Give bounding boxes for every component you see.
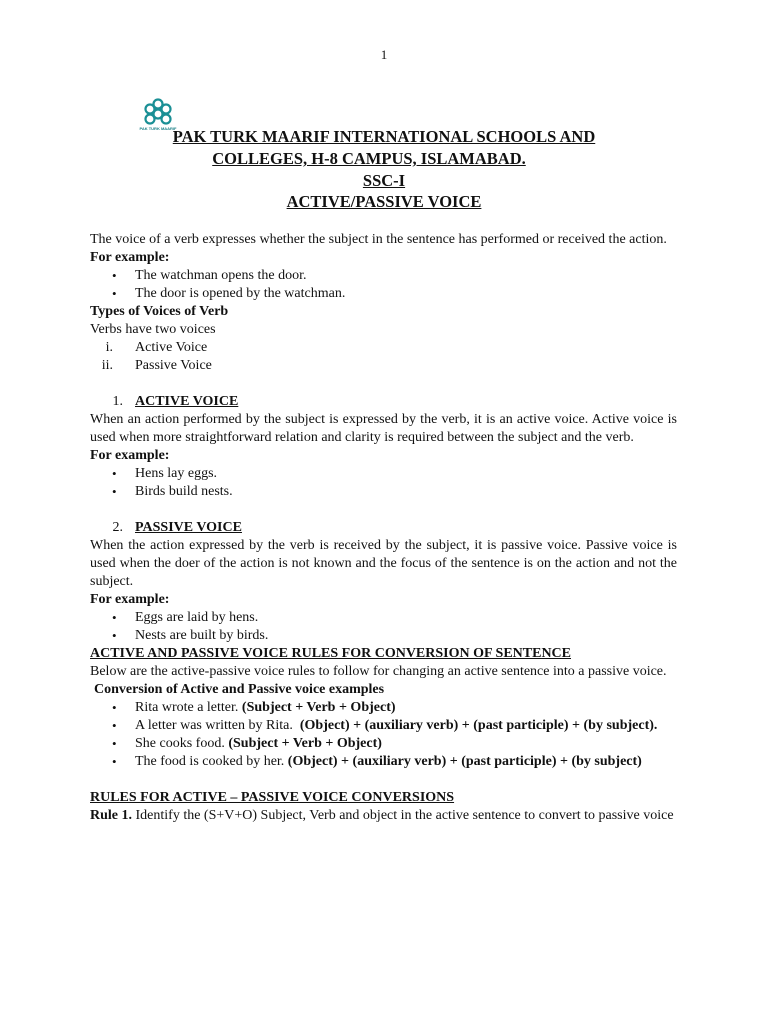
- list-label: Active Voice: [135, 340, 208, 355]
- rules-section-heading: ACTIVE AND PASSIVE VOICE RULES FOR CONVERSION OF SENTENCE: [90, 646, 571, 661]
- active-voice-heading: [90, 393, 677, 411]
- for-example-label: For example:: [90, 448, 170, 463]
- active-example-list: [90, 465, 677, 501]
- list-item: • Eggs are laid by hens.: [90, 609, 677, 627]
- list-item: • The watchman opens the door.: [90, 267, 677, 285]
- list-item: • The door is opened by the watchman.: [90, 285, 677, 303]
- school-name-line1: PAK TURK MAARIF INTERNATIONAL SCHOOLS AND: [172, 127, 596, 146]
- rule-text: Identify the (S+V+O) Subject, Verb and object in the active sentence to convert to passive voice: [135, 808, 674, 823]
- list-item: • Nests are built by birds.: [90, 627, 677, 645]
- list-item: [90, 753, 677, 771]
- passive-voice-heading: [90, 519, 677, 537]
- example-pattern: (Object) + (auxiliary verb) + (past participle) + (by subject).: [299, 718, 658, 733]
- passive-example-list: [90, 609, 677, 645]
- intro-example-list: [90, 267, 677, 303]
- conversion-rules-heading: RULES FOR ACTIVE – PASSIVE VOICE CONVERSIONS: [90, 790, 455, 805]
- section-number: 2.: [112, 520, 123, 535]
- rule-label: Rule 1.: [90, 808, 132, 823]
- list-marker: i.: [105, 340, 113, 355]
- active-voice-paragraph: When an action performed by the subject is expressed by the verb, it is an active voice. Active voice is used when more straightforward relation and clarity is required between the subject and the verb.: [90, 412, 677, 445]
- example-sentence: Rita wrote a letter.: [135, 700, 239, 715]
- conversion-subheading: Conversion of Active and Passive voice examples: [94, 682, 385, 697]
- section-title: PASSIVE VOICE: [135, 520, 242, 535]
- school-name-line2: COLLEGES, H-8 CAMPUS, ISLAMABAD.: [212, 149, 526, 168]
- list-item: [90, 699, 677, 717]
- types-heading: Types of Voices of Verb: [90, 304, 229, 319]
- list-item: [90, 339, 677, 357]
- section-number: 1.: [112, 394, 123, 409]
- list-item: [90, 717, 677, 735]
- list-label: Passive Voice: [135, 358, 212, 373]
- example-pattern: (Object) + (auxiliary verb) + (past participle) + (by subject): [287, 754, 642, 769]
- example-pattern: (Subject + Verb + Object): [241, 700, 396, 715]
- page-number: 1: [380, 47, 388, 62]
- rules-section-paragraph: Below are the active-passive voice rules to follow for changing an active sentence into a passive voice.: [90, 664, 667, 679]
- intro-paragraph: The voice of a verb expresses whether the subject in the sentence has performed or received the action.: [90, 232, 667, 247]
- example-sentence: She cooks food.: [135, 736, 225, 751]
- rule-1-paragraph: [90, 807, 677, 825]
- logo-text: PAK TURK MAARIF: [139, 126, 177, 131]
- for-example-label: For example:: [90, 250, 170, 265]
- class-title: SSC-I: [362, 171, 406, 190]
- list-item: • Hens lay eggs.: [90, 465, 677, 483]
- list-marker: ii.: [101, 358, 113, 373]
- example-pattern: (Subject + Verb + Object): [228, 736, 382, 751]
- list-item: [90, 735, 677, 753]
- page-title: ACTIVE/PASSIVE VOICE: [286, 192, 482, 211]
- conversion-example-list: [90, 699, 677, 771]
- section-title: ACTIVE VOICE: [135, 394, 239, 409]
- list-item: • Birds build nests.: [90, 483, 677, 501]
- for-example-label: For example:: [90, 592, 170, 607]
- example-sentence: The food is cooked by her.: [135, 754, 285, 769]
- passive-voice-paragraph: When the action expressed by the verb is received by the subject, it is passive voice. Passive voice is used when the doer of the action is not known and the focus of the sentence is on the action and not the subject.: [90, 538, 677, 589]
- document-body: [90, 231, 677, 825]
- types-intro: Verbs have two voices: [90, 322, 216, 337]
- example-sentence: A letter was written by Rita.: [135, 718, 293, 733]
- list-item: [90, 357, 677, 375]
